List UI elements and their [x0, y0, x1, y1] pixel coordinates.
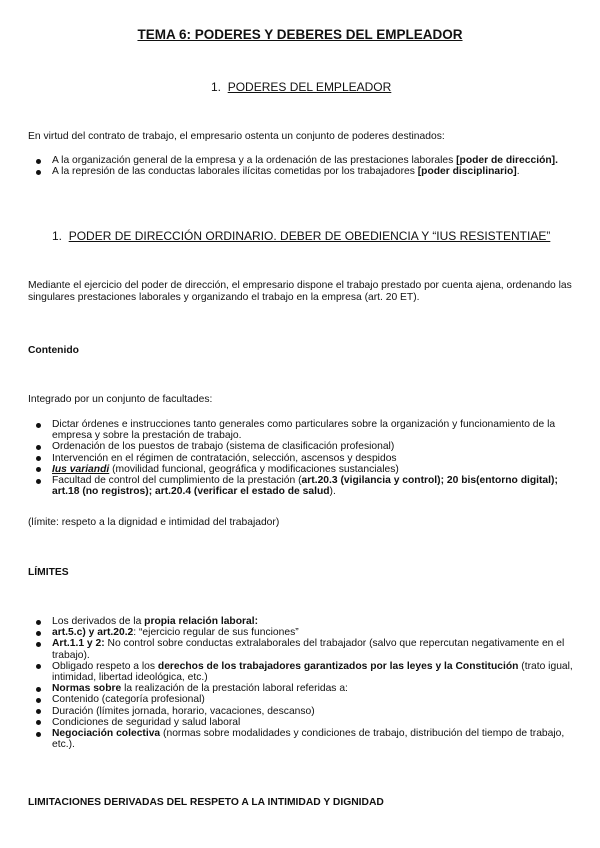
- section-number: 1.: [52, 229, 63, 243]
- limite-note: (límite: respeto a la dignidad e intimidad del trabajador): [28, 517, 280, 528]
- intimidad-heading: LIMITACIONES DERIVADAS DEL RESPETO A LA INTIMIDAD Y DIGNIDAD: [28, 797, 384, 808]
- intro-paragraph: En virtud del contrato de trabajo, el empresario ostenta un conjunto de poderes destinados:: [28, 131, 445, 142]
- list-item: Ordenación de los puestos de trabajo (sistema de clasificación profesional): [28, 441, 573, 452]
- contenido-heading: Contenido: [28, 345, 79, 356]
- poderes-list: [28, 155, 573, 177]
- direccion-paragraph: Mediante el ejercicio del poder de dirección, el empresario dispone el trabajo prestado por cuenta ajena, ordenando las singulares prestaciones laborales y organizando el trabajo en la empresa (art. 20 ET).: [28, 280, 572, 303]
- list-item: Condiciones de seguridad y salud laboral: [28, 717, 573, 728]
- limites-heading: LÍMITES: [28, 567, 69, 578]
- limites-list: [28, 616, 573, 750]
- section-label: PODER DE DIRECCIÓN ORDINARIO. DEBER DE OBEDIENCIA Y “IUS RESISTENTIAE”: [68, 229, 551, 243]
- contenido-intro: Integrado por un conjunto de facultades:: [28, 394, 213, 405]
- list-item: Contenido (categoría profesional): [28, 694, 573, 705]
- list-item: A la organización general de la empresa y a la ordenación de las prestaciones laborales [poder de dirección].: [28, 155, 573, 166]
- section-number: 1.: [211, 80, 222, 94]
- list-item: Negociación colectiva (normas sobre modalidades y condiciones de trabajo, distribución del tiempo de trabajo, etc.).: [28, 728, 573, 750]
- section-heading-direccion: [52, 229, 550, 243]
- list-item: Art.1.1 y 2: No control sobre conductas extralaborales del trabajador (salvo que repercutan negativamente en el trabajo).: [28, 638, 573, 660]
- list-item: Normas sobre la realización de la prestación laboral referidas a:: [28, 683, 573, 694]
- list-item: Duración (límites jornada, horario, vacaciones, descanso): [28, 706, 573, 717]
- page-title: TEMA 6: PODERES Y DEBERES DEL EMPLEADOR: [137, 27, 463, 42]
- list-item: Los derivados de la propia relación laboral:: [28, 616, 573, 627]
- list-item: Facultad de control del cumplimiento de la prestación (art.20.3 (vigilancia y control); 20 bis(entorno digital); art.18 (no registros); art.20.4 (verificar el estado de salud).: [28, 475, 573, 497]
- list-item: Obligado respeto a los derechos de los trabajadores garantizados por las leyes y la Constitución (trato igual, intimidad, libertad ideológica, etc.): [28, 661, 573, 683]
- list-item: Dictar órdenes e instrucciones tanto generales como particulares sobre la organización y funcionamiento de la empresa y sobre la prestación de trabajo.: [28, 419, 573, 441]
- section-label: PODERES DEL EMPLEADOR: [227, 80, 392, 94]
- list-item: art.5.c) y art.20.2: “ejercicio regular de sus funciones”: [28, 627, 573, 638]
- facultades-list: [28, 419, 573, 497]
- list-item: Ius variandi (movilidad funcional, geográfica y modificaciones sustanciales): [28, 464, 573, 475]
- list-item: Intervención en el régimen de contratación, selección, ascensos y despidos: [28, 453, 573, 464]
- list-item: A la represión de las conductas laborales ilícitas cometidas por los trabajadores [poder disciplinario].: [28, 166, 573, 177]
- section-heading-poderes: [211, 80, 391, 94]
